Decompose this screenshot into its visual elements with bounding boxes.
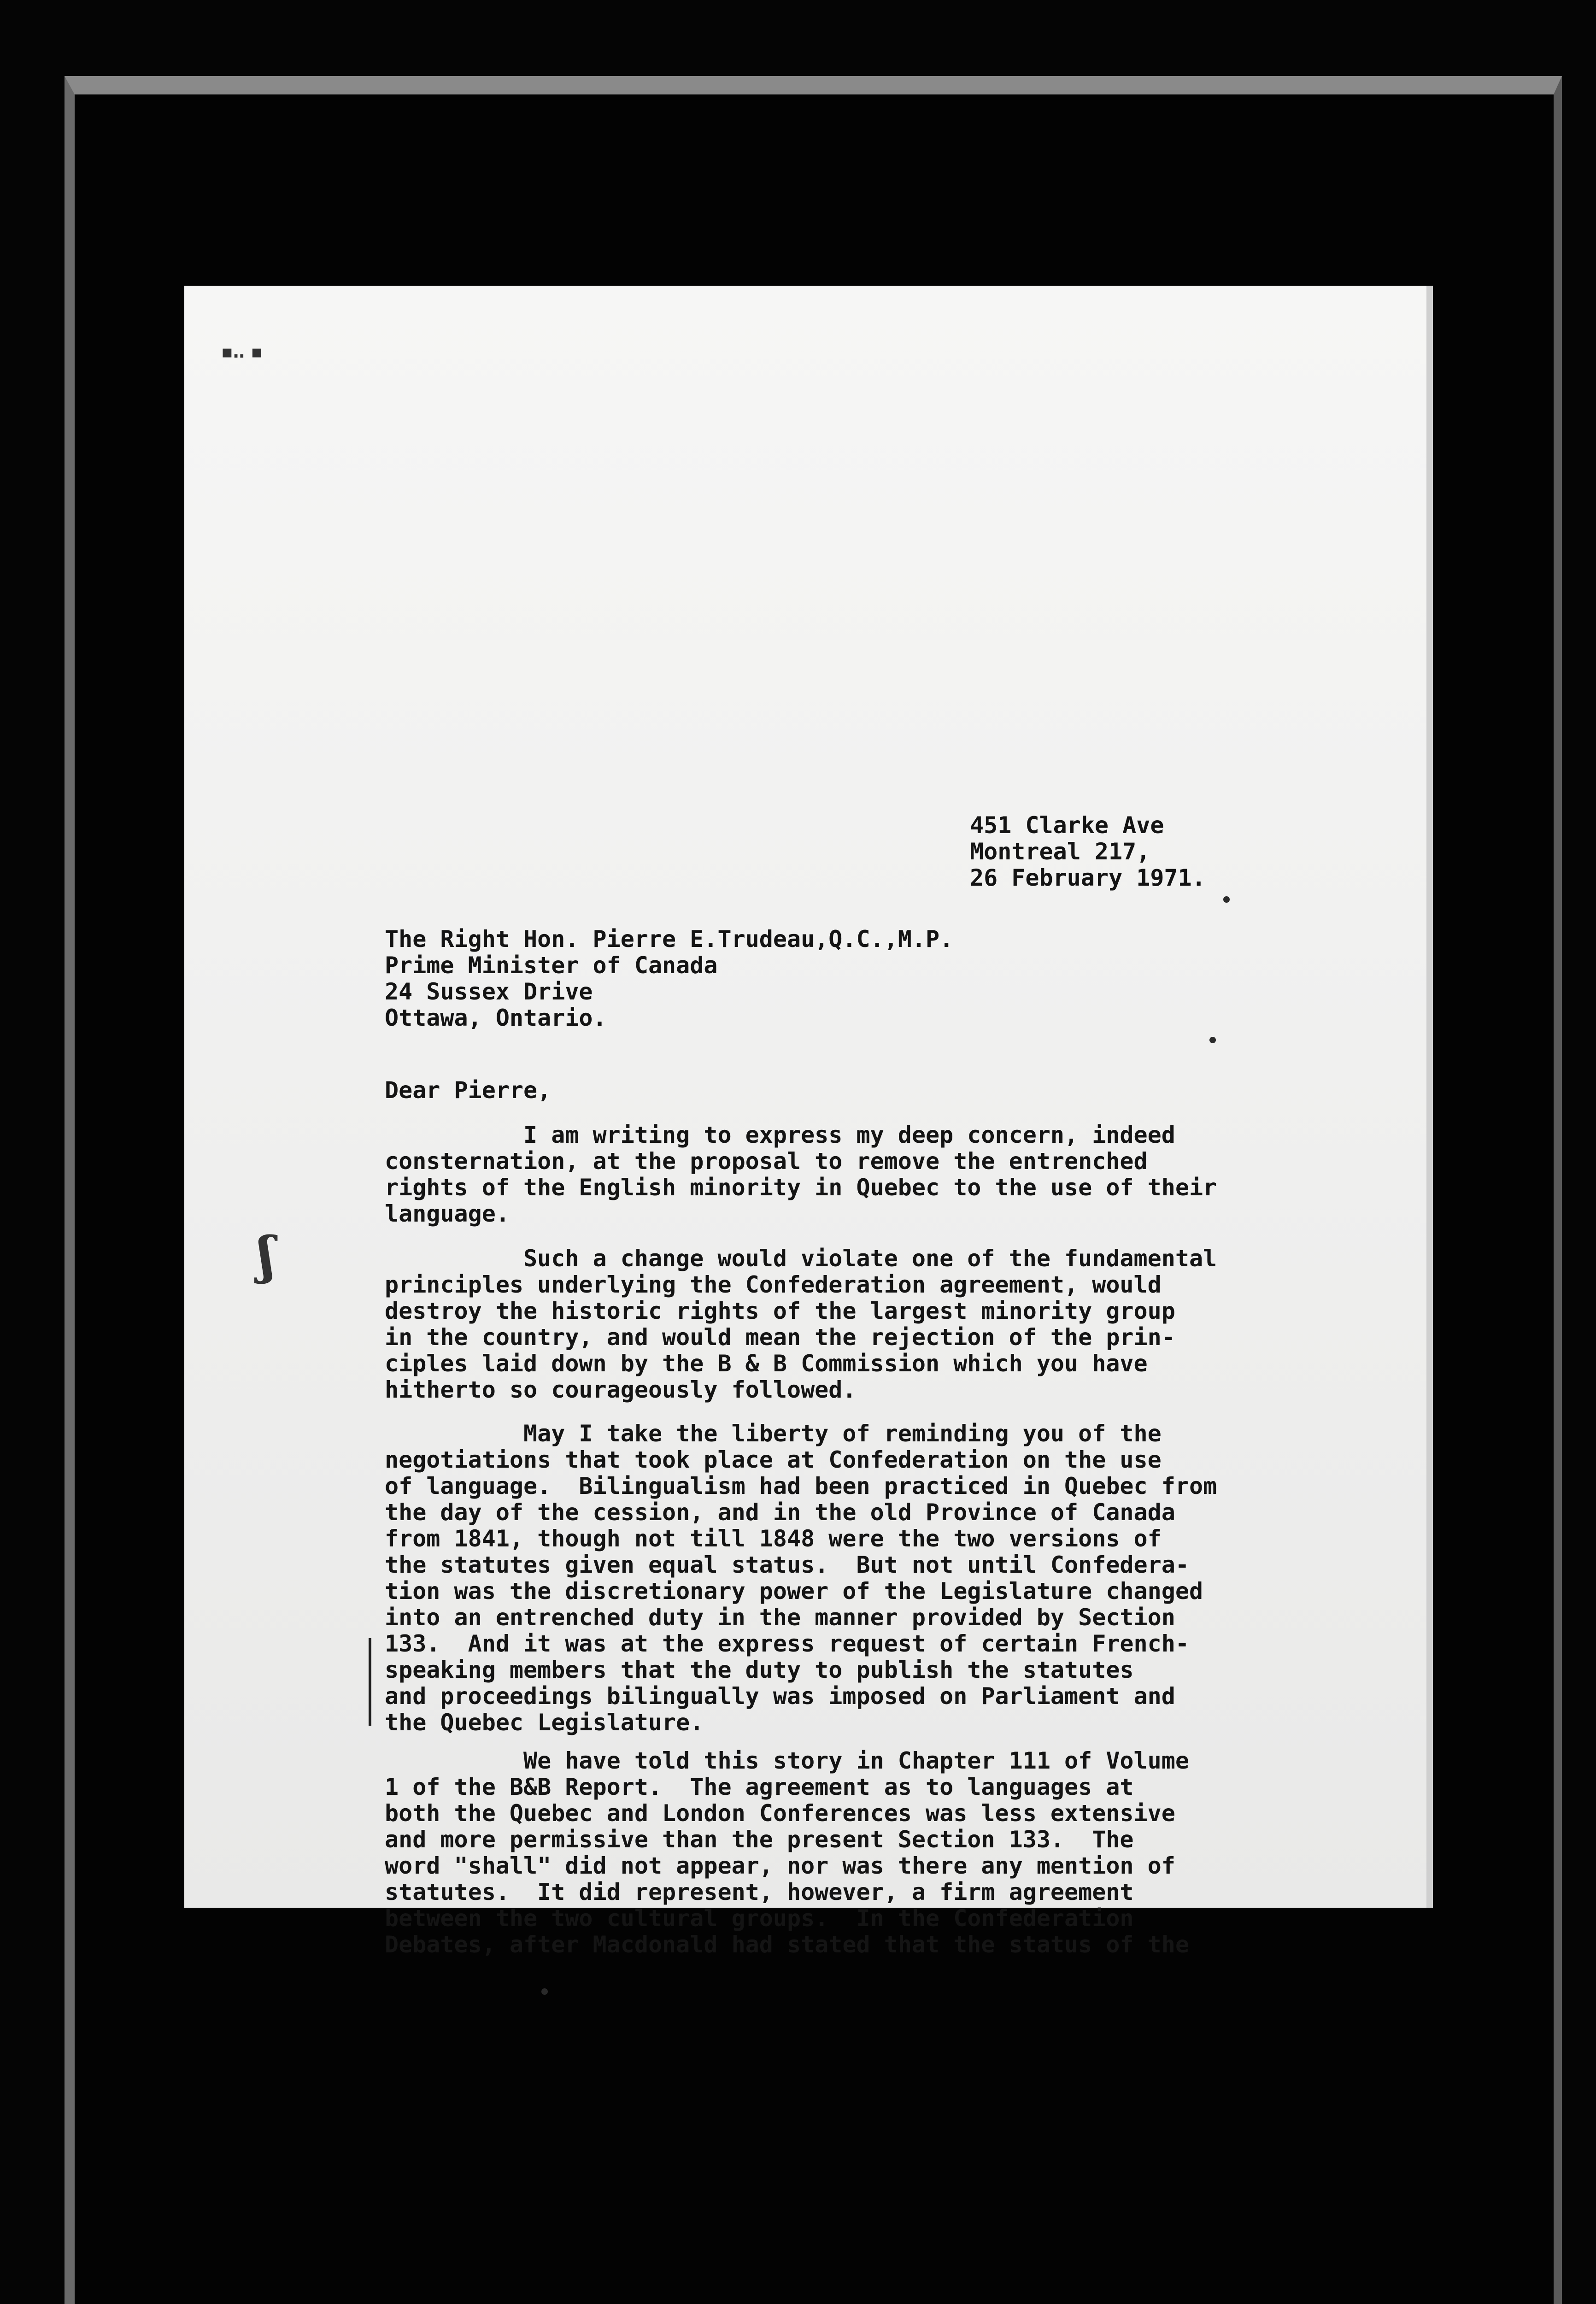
paragraph-line: from 1841, though not till 1848 were the two versions of [385,1525,1162,1552]
paragraph-line: destroy the historic rights of the largest minority group [385,1298,1175,1324]
ink-speck [541,1988,548,1995]
paragraph-line: speaking members that the duty to publish the statutes [385,1657,1134,1683]
recipient-name: The Right Hon. Pierre E.Trudeau,Q.C.,M.P. [385,926,954,952]
recipient-title: Prime Minister of Canada [385,952,718,979]
paragraph-line: 1 of the B&B Report. The agreement as to languages at [385,1774,1134,1800]
paragraph-line: of language. Bilingualism had been practiced in Quebec from [385,1473,1217,1499]
paragraph-line: and proceedings bilingually was imposed on Parliament and [385,1683,1175,1710]
paragraph-1 [385,1122,1217,1227]
paragraph-line: principles underlying the Confederation agreement, would [385,1271,1162,1298]
paragraph-line: the statutes given equal status. But not until Confedera- [385,1552,1189,1578]
paragraph-line: Debates, after Macdonald had stated that the status of the [385,1931,1189,1958]
paragraph-line: hitherto so courageously followed. [385,1376,857,1403]
paragraph-line: between the two cultural groups. In the Confederation [385,1905,1134,1932]
paragraph-line: in the country, and would mean the rejection of the prin- [385,1324,1175,1351]
paragraph-line: negotiations that took place at Confederation on the use [385,1446,1162,1473]
paragraph-line: the day of the cession, and in the old Province of Canada [385,1499,1175,1526]
margin-squiggle-mark: ʃ [258,1225,275,1285]
paragraph-line: consternation, at the proposal to remove the entrenched [385,1148,1148,1175]
paragraph-line: May I take the liberty of reminding you of the [385,1420,1162,1447]
paragraph-line: tion was the discretionary power of the Legislature changed [385,1578,1203,1605]
salutation: Dear Pierre, [385,1077,552,1104]
letter-date: 26 February 1971. [970,864,1206,891]
paragraph-line: statutes. It did represent, however, a firm agreement [385,1879,1134,1905]
paragraph-line: into an entrenched duty in the manner provided by Section [385,1604,1175,1631]
paragraph-4 [385,1748,1189,1958]
paragraph-line: word "shall" did not appear, nor was there any mention of [385,1852,1175,1879]
paragraph-line: 133. And it was at the express request of certain French- [385,1630,1189,1657]
return-address-line: Montreal 217, [970,838,1150,865]
margin-pencil-mark [369,1638,371,1726]
corner-mark: ▪‥ ▪ [221,341,263,362]
paragraph-line: the Quebec Legislature. [385,1709,704,1736]
paragraph-2 [385,1246,1217,1403]
recipient-street: 24 Sussex Drive [385,978,593,1005]
paragraph-line: We have told this story in Chapter 111 of Volume [385,1747,1189,1774]
paragraph-line: ciples laid down by the B & B Commission which you have [385,1350,1148,1377]
inside-address [385,926,953,1031]
return-address-line: 451 Clarke Ave [970,812,1164,839]
letter-body [184,286,1433,1958]
letter-page [184,286,1433,1958]
paragraph-line: and more permissive than the present Section 133. The [385,1826,1134,1853]
paragraph-line: rights of the English minority in Quebec to the use of their [385,1174,1217,1201]
ink-speck [1223,896,1230,903]
paragraph-3 [385,1421,1217,1736]
paragraph-line: Such a change would violate one of the fundamental [385,1245,1217,1272]
return-address [970,812,1206,891]
ink-speck [1209,1037,1216,1043]
paragraph-line: language. [385,1200,510,1227]
paragraph-line: both the Quebec and London Conferences was less extensive [385,1800,1175,1827]
paragraph-line: I am writing to express my deep concern, indeed [385,1122,1175,1148]
recipient-city: Ottawa, Ontario. [385,1005,607,1031]
